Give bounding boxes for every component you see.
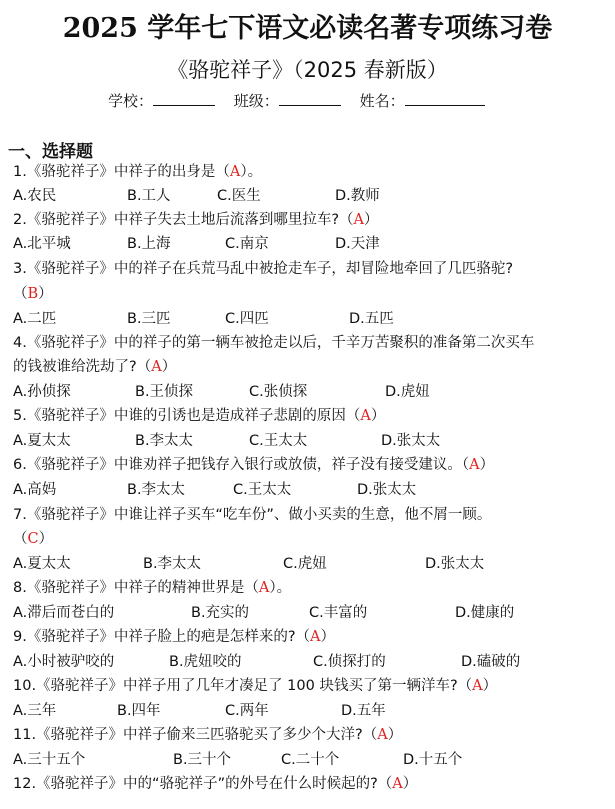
option-a: A.小时被驴咬的 (13, 654, 115, 670)
option-c: C.四匹 (225, 311, 269, 327)
option-b: B.王侦探 (135, 384, 194, 400)
answer-mark: A (360, 408, 371, 424)
question-text-end: ） (482, 678, 498, 694)
option-d: D.五年 (341, 703, 386, 719)
school-label: 学校： (108, 92, 154, 110)
option-b: B.上海 (127, 236, 171, 252)
question-8 (13, 578, 291, 598)
option-c: C.南京 (225, 236, 269, 252)
question-12 (13, 774, 417, 794)
option-d: D.教师 (335, 188, 380, 204)
answer-mark: A (392, 776, 403, 792)
question-text-end: ） (370, 408, 386, 424)
option-a: A.滞后而苍白的 (13, 605, 115, 621)
student-info-line (108, 90, 499, 111)
answer-mark: A (258, 580, 270, 596)
option-d: D.天津 (335, 236, 380, 252)
option-b: B.工人 (127, 188, 171, 204)
question-5 (13, 406, 385, 426)
option-d: D.健康的 (455, 605, 515, 621)
option-a: A.孙侦探 (13, 384, 71, 400)
class-label: 班级： (233, 92, 279, 110)
option-d: D.张太太 (425, 556, 485, 572)
option-b: B.三十个 (173, 752, 232, 768)
question-2 (13, 210, 379, 230)
question-6 (13, 455, 494, 475)
option-b: B.四年 (117, 703, 161, 719)
option-c: C.侦探打的 (313, 654, 386, 670)
option-a: A.北平城 (13, 236, 71, 252)
question-text-end: ） (38, 531, 54, 547)
option-c: C.二十个 (281, 752, 340, 768)
option-c: C.两年 (225, 703, 269, 719)
question-10 (13, 676, 497, 696)
name-field[interactable] (405, 90, 485, 106)
question-text-end: ）。 (269, 580, 292, 596)
option-c: C.王太太 (233, 482, 292, 498)
option-b: B.李太太 (143, 556, 202, 572)
option-b: B.李太太 (127, 482, 186, 498)
name-label: 姓名： (359, 92, 405, 110)
option-d: D.张太太 (357, 482, 417, 498)
option-d: D.张太太 (381, 433, 441, 449)
option-b: B.李太太 (135, 433, 194, 449)
option-b: B.虎妞咬的 (169, 654, 242, 670)
question-text: 8.《骆驼祥子》中祥子的精神世界是（ (13, 580, 259, 596)
question-text-end: ） (402, 776, 418, 792)
option-d: D.五匹 (349, 311, 394, 327)
option-b: B.充实的 (191, 605, 250, 621)
question-text-end: ） (38, 286, 53, 302)
question-3-cont (13, 284, 53, 304)
question-text: 1.《骆驼祥子》中祥子的出身是（ (13, 164, 230, 180)
question-text: （ (13, 531, 28, 547)
class-field[interactable] (279, 90, 341, 106)
question-text-end: ） (387, 727, 403, 743)
question-9 (13, 627, 335, 647)
question-text: 7.《骆驼祥子》中谁让祥子买车“吃车份”、做小买卖的生意，他不屑一顾。 (13, 507, 492, 523)
answer-mark: A (151, 359, 162, 375)
option-c: C.医生 (217, 188, 261, 204)
option-b: B.三匹 (127, 311, 171, 327)
question-7-cont (13, 529, 53, 549)
answer-mark: A (229, 164, 241, 180)
question-4-cont (13, 357, 176, 377)
answer-mark: A (469, 457, 480, 473)
question-text-end: ） (364, 212, 379, 228)
school-field[interactable] (153, 90, 215, 106)
answer-mark: A (353, 212, 365, 228)
section-title: 一、选择题 (8, 142, 93, 162)
question-3 (13, 259, 513, 279)
option-a: A.三十五个 (13, 752, 86, 768)
question-text-end: ） (479, 457, 495, 473)
question-7 (13, 505, 491, 525)
option-d: D.十五个 (403, 752, 463, 768)
answer-mark: B (27, 286, 39, 302)
question-4 (13, 333, 534, 353)
option-a: A.夏太太 (13, 433, 71, 449)
question-1 (13, 162, 262, 182)
page-subtitle: 《骆驼祥子》（2025 春新版） (167, 58, 448, 82)
question-text: 10.《骆驼祥子》中祥子用了几年才凑足了 100 块钱买了第一辆洋车?（ (13, 678, 473, 694)
option-c: C.虎妞 (283, 556, 327, 572)
answer-mark: A (472, 678, 483, 694)
question-text: 6.《骆驼祥子》中谁劝祥子把钱存入银行或放债，祥子没有接受建议。（ (13, 457, 470, 473)
option-d: D.虎妞 (385, 384, 430, 400)
question-text-end: ）。 (240, 164, 263, 180)
question-text: （ (13, 286, 28, 302)
answer-mark: A (310, 629, 321, 645)
question-text: 2.《骆驼祥子》中祥子失去土地后流落到哪里拉车?（ (13, 212, 354, 228)
question-text: 3.《骆驼祥子》中的祥子在兵荒马乱中被抢走车子，却冒险地牵回了几匹骆驼? (13, 261, 514, 277)
question-text-end: ） (161, 359, 177, 375)
question-text-end: ） (320, 629, 336, 645)
question-text: 11.《骆驼祥子》中祥子偷来三匹骆驼买了多少个大洋?（ (13, 727, 378, 743)
option-c: C.王太太 (249, 433, 308, 449)
option-c: C.丰富的 (309, 605, 368, 621)
option-a: A.二匹 (13, 311, 57, 327)
answer-mark: C (27, 531, 39, 547)
option-a: A.农民 (13, 188, 57, 204)
question-text: 5.《骆驼祥子》中谁的引诱也是造成祥子悲剧的原因（ (13, 408, 361, 424)
option-c: C.张侦探 (249, 384, 308, 400)
option-a: A.高妈 (13, 482, 57, 498)
answer-mark: A (377, 727, 388, 743)
question-text: 9.《骆驼祥子》中祥子脸上的疤是怎样来的?（ (13, 629, 311, 645)
question-text: 4.《骆驼祥子》中的祥子的第一辆车被抢走以后，千辛万苦聚积的准备第二次买车 (13, 335, 535, 351)
option-d: D.磕破的 (461, 654, 521, 670)
question-11 (13, 725, 402, 745)
page-title: 2025 学年七下语文必读名著专项练习卷 (62, 13, 553, 44)
option-a: A.三年 (13, 703, 57, 719)
question-text: 的钱被谁给洗劫了?（ (13, 359, 152, 375)
question-text: 12.《骆驼祥子》中的“骆驼祥子”的外号在什么时候起的?（ (13, 776, 393, 792)
option-a: A.夏太太 (13, 556, 71, 572)
